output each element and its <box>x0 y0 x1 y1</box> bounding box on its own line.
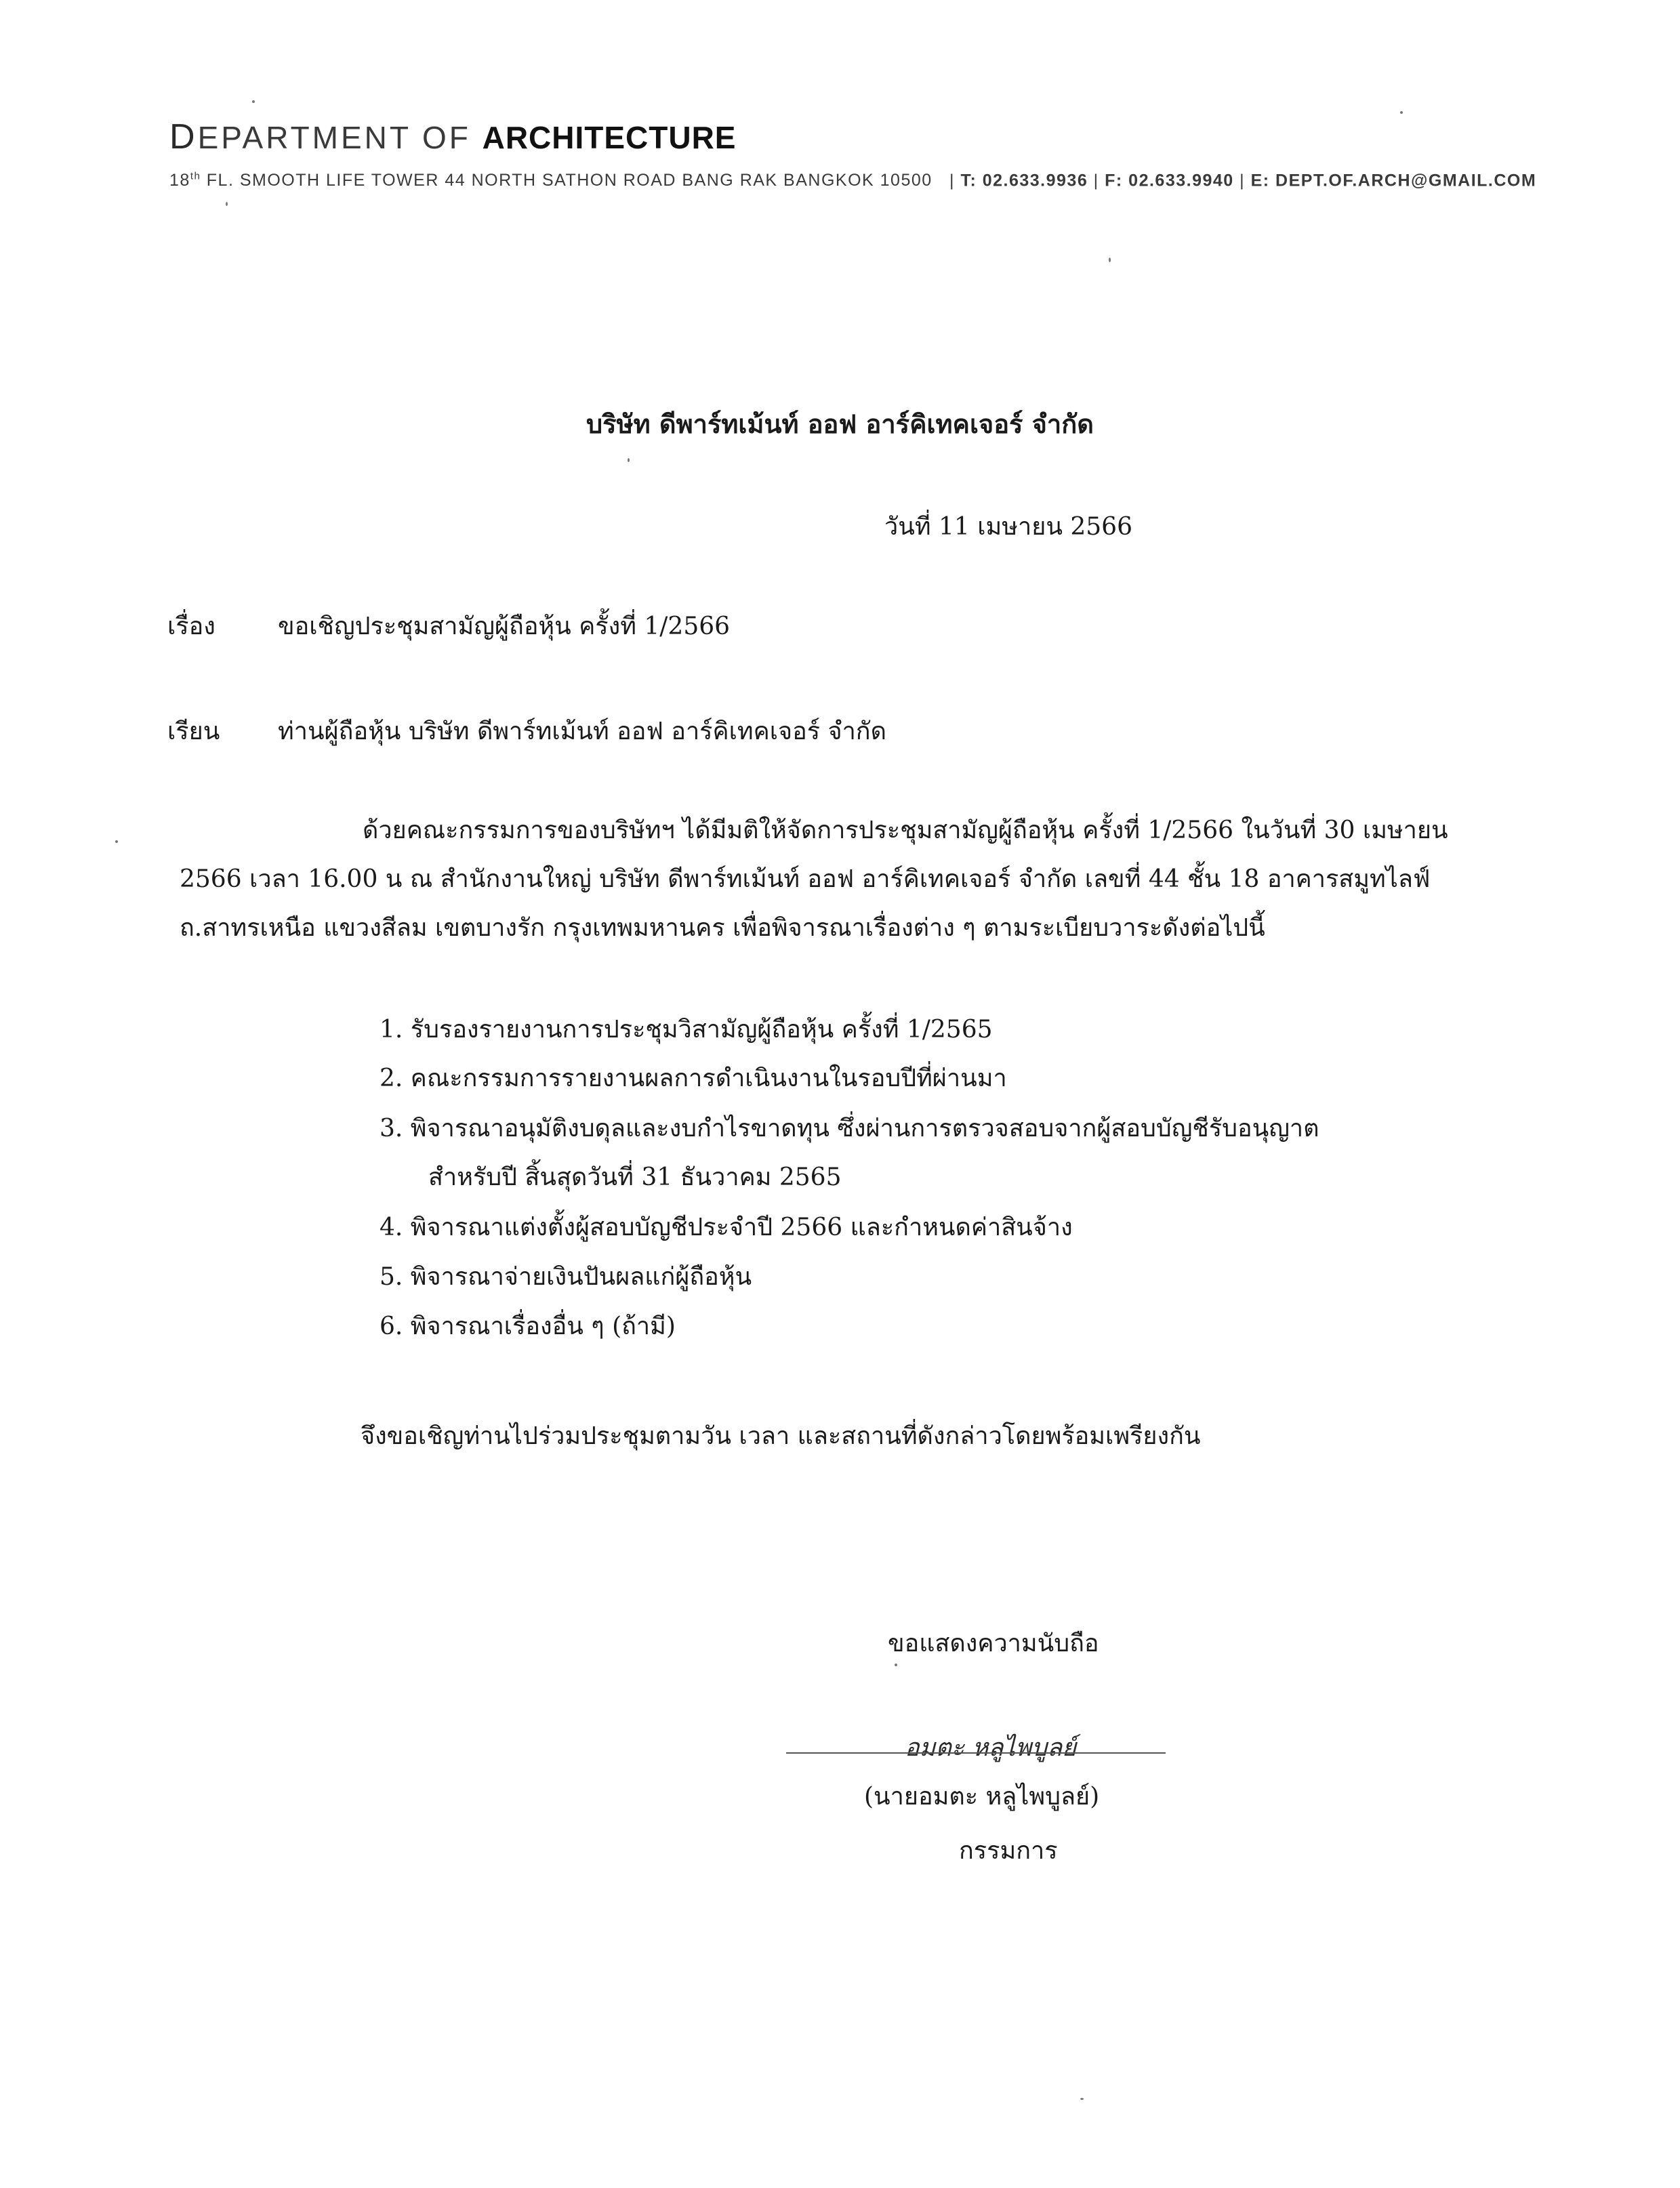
agenda-item: 1. รับรองรายงานการประชุมวิสามัญผู้ถือหุ้น ครั้งที่ 1/2565 <box>380 1016 993 1044</box>
body-paragraph: ด้วยคณะกรรมการของบริษัทฯ ได้มีมติให้จัดการประชุมสามัญผู้ถือหุ้น ครั้งที่ 1/2566 ในวันที่ 30 เมษายน 2566 เวลา 16.00 น ณ สำนักงานใหญ่ บริษัท ดีพาร์ทเม้นท์ ออฟ อาร์คิเทคเจอร์ จำกัด เลขที่ 44 ชั้น 18 อาคารสมูทไลฟ์ ถ.สาทรเหนือ แขวงสีลม เขตบางรัก กรุงเทพมหานคร เพื่อพิจารณาเรื่องต่าง ๆ ตามระเบียบวาระดังต่อไปนี้ <box>180 817 1448 942</box>
date-line: วันที่ 11 เมษายน 2566 <box>884 513 1132 541</box>
agenda-item: 6. พิจารณาเรื่องอื่น ๆ (ถ้ามี) <box>380 1313 676 1340</box>
handwritten-signature: อมตะ หลูไพบูลย์ <box>905 1734 1077 1762</box>
scan-speck <box>226 202 228 206</box>
letterhead-email: E: DEPT.OF.ARCH@GMAIL.COM <box>1250 171 1537 190</box>
agenda-item: 4. พิจารณาแต่งตั้งผู้สอบบัญชีประจำปี 2566 และกำหนดค่าสินจ้าง <box>380 1214 1073 1241</box>
subject-label: เรื่อง <box>167 613 216 640</box>
signature-line <box>786 1752 1166 1754</box>
scan-speck <box>1080 2098 1084 2100</box>
letterhead-brand: DEPARTMENT OF ARCHITECTURE <box>169 117 737 157</box>
recipient-text: ท่านผู้ถือหุ้น บริษัท ดีพาร์ทเม้นท์ ออฟ อาร์คิเทคเจอร์ จำกัด <box>278 718 886 745</box>
letterhead-phone: T: 02.633.9936 <box>960 171 1088 190</box>
agenda-item: 2. คณะกรรมการรายงานผลการดำเนินงานในรอบปีที่ผ่านมา <box>380 1065 1007 1092</box>
scan-speck <box>1109 257 1111 262</box>
scan-speck <box>115 840 118 843</box>
agenda-item: 3. พิจารณาอนุมัติงบดุลและงบกำไรขาดทุน ซึ่งผ่านการตรวจสอบจากผู้สอบบัญชีรับอนุญาต <box>380 1115 1319 1142</box>
subject-text: ขอเชิญประชุมสามัญผู้ถือหุ้น ครั้งที่ 1/2566 <box>278 613 731 640</box>
agenda-item: 5. พิจารณาจ่ายเงินปันผลแก่ผู้ถือหุ้น <box>380 1263 752 1291</box>
recipient-label: เรียน <box>167 718 220 745</box>
scan-speck <box>895 1664 897 1666</box>
company-title: บริษัท ดีพาร์ทเม้นท์ ออฟ อาร์คิเทคเจอร์ จำกัด <box>586 409 1094 439</box>
scan-speck <box>1400 111 1403 114</box>
signatory-name: (นายอมตะ หลูไพบูลย์) <box>864 1783 1100 1811</box>
closing-sentence: จึงขอเชิญท่านไปร่วมประชุมตามวัน เวลา และสถานที่ดังกล่าวโดยพร้อมเพรียงกัน <box>361 1422 1201 1450</box>
scan-speck <box>252 100 255 103</box>
letterhead-fax: F: 02.633.9940 <box>1105 171 1234 190</box>
agenda-item-continuation: สำหรับปี สิ้นสุดวันที่ 31 ธันวาคม 2565 <box>428 1163 842 1191</box>
regards: ขอแสดงความนับถือ <box>888 1630 1099 1657</box>
letterhead-address-line: 18th FL. SMOOTH LIFE TOWER 44 NORTH SATHON ROAD BANG RAK BANGKOK 10500 | T: 02.633.9936 | F: 02.633.9940 | E: DEPT.OF.ARCH@GMAIL.COM <box>169 171 1537 190</box>
signatory-title: กรรมการ <box>959 1837 1058 1865</box>
scan-speck <box>628 458 630 462</box>
letterhead-address: 18th FL. SMOOTH LIFE TOWER 44 NORTH SATHON ROAD BANG RAK BANGKOK 10500 <box>169 171 933 190</box>
